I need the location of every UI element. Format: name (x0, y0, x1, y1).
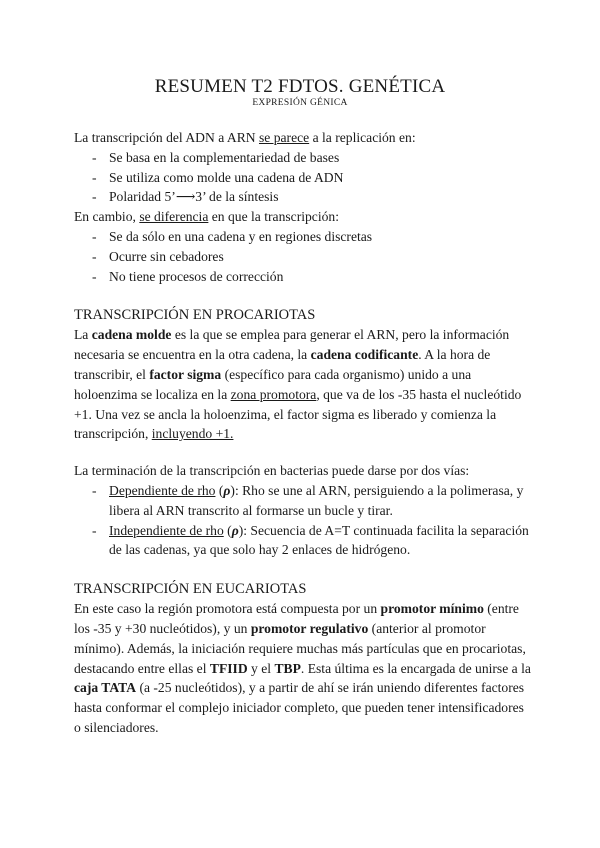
text: (a -25 nucleótidos), y a partir de ahí se irán uniendo diferentes factores hasta conformar el complejo iniciador completo, que pueden tener intensificadores o silenciadores. (74, 680, 525, 735)
underlined-term: Dependiente de rho (109, 482, 216, 498)
document-title: RESUMEN T2 FDTOS. GENÉTICA (154, 76, 446, 97)
list-item: - Se utiliza como molde una cadena de ADN (92, 168, 532, 188)
section-heading-prokaryotes: TRANSCRIPCIÓN EN PROCARIOTAS (74, 307, 316, 324)
diff-text: En cambio, (74, 209, 140, 225)
underlined-term: incluyendo +1. (151, 426, 234, 442)
list-item: - Independiente de rho (ρ): Secuencia de A=T continuada facilita la separación de las cadenas, ya que solo hay 2 enlaces de hidrógeno. (92, 521, 532, 561)
text: En este caso la región promotora está compuesta por un (74, 601, 381, 617)
list-item: - Ocurre sin cebadores (92, 247, 532, 267)
list-item: - Polaridad 5’⟶3’ de la síntesis (92, 187, 532, 207)
similarities-list (74, 148, 532, 207)
bold-term: TFIID (209, 660, 248, 676)
bold-term: caja TATA (74, 680, 137, 696)
text: : Rho se une al ARN, persiguiendo a la polimerasa, y libera al ARN transcrito al formarse un bucle y tirar. (109, 482, 524, 518)
intro-text-end: a la replicación en: (309, 130, 416, 145)
bold-term: cadena molde (91, 327, 172, 343)
diff-underlined: se diferencia (139, 209, 209, 225)
text: es la que se emplea para generar el ARN, pero la información necesaria se encuentra en la otra cadena, la (74, 327, 510, 363)
rho-symbol: ρ (231, 522, 239, 538)
bold-term: promotor regulativo (250, 620, 369, 636)
text: . A la hora de transcribir, el (74, 347, 491, 382)
intro-paragraph (74, 128, 532, 148)
list-item: - Se da sólo en una cadena y en regiones discretas (92, 227, 532, 247)
termination-list (74, 481, 532, 560)
document-body (74, 128, 532, 738)
text: La (74, 327, 92, 343)
document-subtitle: EXPRESIÓN GÉNICA (252, 98, 348, 108)
bold-term: promotor mínimo (380, 601, 484, 617)
eukaryotes-paragraph (74, 599, 532, 738)
prokaryotes-paragraph (74, 325, 532, 444)
bold-term: cadena codificante (310, 347, 419, 363)
underlined-term: Independiente de rho (109, 522, 224, 538)
intro-text: La transcripción del ADN a ARN (74, 130, 259, 145)
text: : Secuencia de A=T continuada facilita la separación de las cadenas, ya que solo hay 2 enlaces de hidrógeno. (109, 522, 529, 558)
list-item: - Se basa en la complementariedad de bases (92, 148, 532, 168)
rho-symbol: ρ (223, 482, 231, 498)
text: (específico para cada organismo) unido a una holoenzima se localiza en la (74, 366, 472, 402)
intro-underlined: se parece (258, 130, 310, 145)
diff-text-end: en que la transcripción: (208, 209, 339, 225)
text: . Esta última es la encargada de unirse a la (300, 660, 531, 676)
section-heading-eukaryotes: TRANSCRIPCIÓN EN EUCARIOTAS (74, 581, 307, 598)
text: y el (247, 660, 275, 676)
differences-paragraph (74, 207, 532, 227)
bold-term: TBP (274, 660, 301, 676)
bold-term: factor sigma (149, 366, 222, 382)
termination-paragraph: La terminación de la transcripción en bacterias puede darse por dos vías: (74, 463, 470, 479)
text: (anterior al promotor mínimo). Además, la iniciación requiere muchas más partículas que en procariotas, destacando entre ellas el (74, 620, 526, 676)
differences-list (74, 227, 532, 286)
text: , que va de los -35 hasta el nucleótido +1. Una vez se ancla la holoenzima, el factor sigma es liberado y comienza la transcripción, (74, 386, 522, 442)
list-item: - Dependiente de rho (ρ): Rho se une al ARN, persiguiendo a la polimerasa, y libera al ARN transcrito al formarse un bucle y tirar. (92, 481, 532, 521)
text: (entre los -35 y +30 nucleótidos), y un (74, 601, 519, 636)
list-item: - No tiene procesos de corrección (92, 267, 532, 287)
underlined-term: zona promotora (230, 386, 317, 402)
